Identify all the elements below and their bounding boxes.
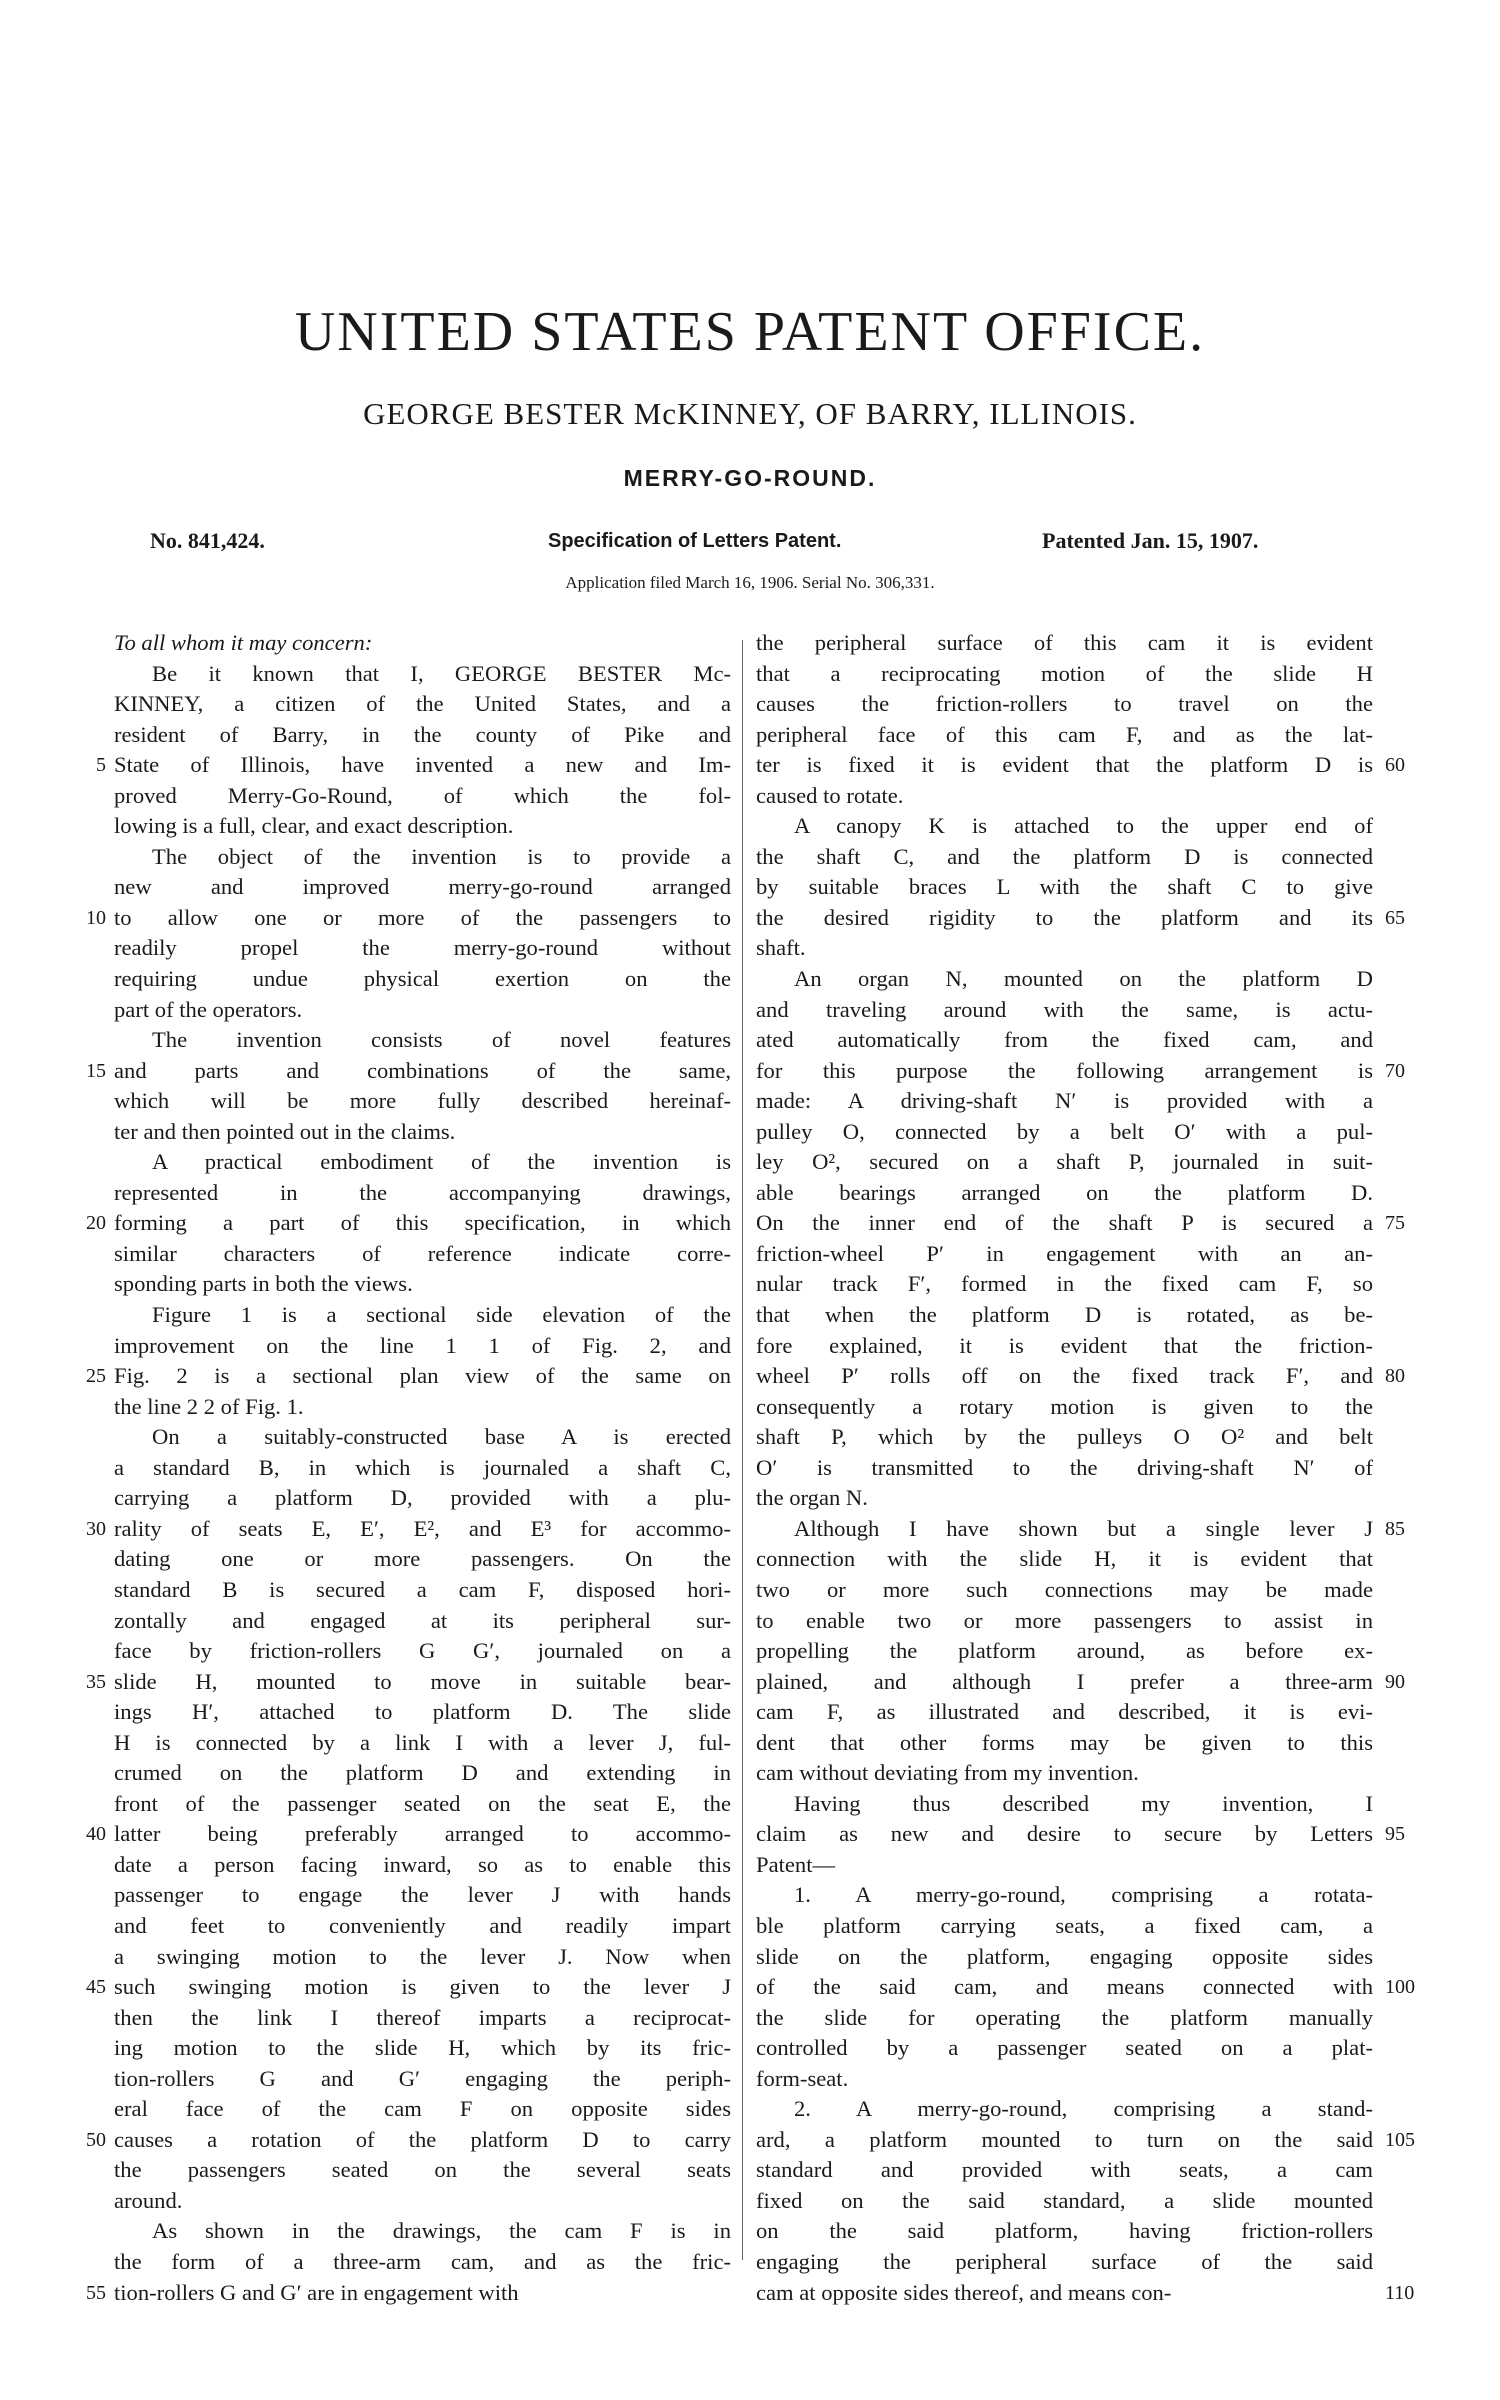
left-text-line: and feet to conveniently and readily impart <box>114 1912 731 1938</box>
right-text-line: for this purpose the following arrangement is <box>756 1057 1373 1083</box>
right-text-line: fixed on the said standard, a slide mounted <box>756 2187 1373 2213</box>
left-text-line: causes a rotation of the platform D to carry <box>114 2126 731 2152</box>
left-text-line: proved Merry-Go-Round, of which the fol- <box>114 782 731 808</box>
inventor-line: GEORGE BESTER McKINNEY, OF BARRY, ILLINOIS. <box>363 396 1137 431</box>
left-text-line: dating one or more passengers. On the <box>114 1546 731 1572</box>
right-text-line: the peripheral surface of this cam it is evident <box>756 630 1373 655</box>
line-number: 5 <box>96 754 106 777</box>
line-number: 30 <box>86 1517 106 1540</box>
left-text-line: slide H, mounted to move in suitable bear- <box>114 1668 731 1694</box>
left-text-line: State of Illinois, have invented a new and Im- <box>114 752 731 778</box>
right-text-line: cam without deviating from my invention. <box>756 1760 1139 1786</box>
right-text-line: slide on the platform, engaging opposite sides <box>756 1943 1373 1969</box>
left-text-line: similar characters of reference indicate corre- <box>114 1240 731 1266</box>
left-text-line: such swinging motion is given to the lever J <box>114 1974 731 2000</box>
left-text-line: forming a part of this specification, in which <box>114 1210 731 1236</box>
left-text-line: sponding parts in both the views. <box>114 1271 413 1297</box>
left-text-line: date a person facing inward, so as to enable this <box>114 1851 731 1877</box>
left-text-line: Figure 1 is a sectional side elevation of the <box>152 1302 731 1328</box>
left-text-line: eral face of the cam F on opposite sides <box>114 2096 731 2122</box>
left-text-line: tion-rollers G and G′ engaging the periph- <box>114 2065 731 2091</box>
specification-label: Specification of Letters Patent. <box>548 530 842 552</box>
right-text-line: shaft. <box>756 935 806 961</box>
line-number: 35 <box>86 1670 106 1693</box>
line-number: 55 <box>86 2281 106 2304</box>
line-number: 105 <box>1385 2128 1415 2151</box>
left-column <box>114 628 731 2308</box>
right-text-line: Having thus described my invention, I <box>794 1790 1373 1816</box>
left-text-line: and parts and combinations of the same, <box>114 1057 731 1083</box>
left-text-line: requiring undue physical exertion on the <box>114 966 731 992</box>
left-text-line: rality of seats E, E′, E², and E³ for accommo- <box>114 1515 731 1541</box>
right-text-line: An organ N, mounted on the platform D <box>794 966 1373 992</box>
line-number: 15 <box>86 1059 106 1082</box>
left-text-line: latter being preferably arranged to accommo- <box>114 1821 731 1847</box>
right-text-line: to enable two or more passengers to assist in <box>756 1607 1373 1633</box>
right-text-line: claim as new and desire to secure by Letters <box>756 1821 1373 1847</box>
left-text-line: then the link I thereof imparts a reciprocat- <box>114 2004 731 2030</box>
left-text-line: carrying a platform D, provided with a plu- <box>114 1485 731 1511</box>
right-text-line: 2. A merry-go-round, comprising a stand- <box>794 2096 1373 2122</box>
right-text-line: consequently a rotary motion is given to the <box>756 1393 1373 1419</box>
patent-number: No. 841,424. <box>150 528 265 553</box>
right-text-line: Although I have shown but a single lever J <box>794 1515 1373 1541</box>
line-number: 85 <box>1385 1517 1405 1540</box>
left-text-line: new and improved merry-go-round arranged <box>114 874 731 900</box>
left-text-line: A practical embodiment of the invention is <box>152 1149 731 1175</box>
right-text-line: ble platform carrying seats, a fixed cam, a <box>756 1912 1373 1938</box>
right-text-line: Patent— <box>756 1851 836 1877</box>
left-text-line: Fig. 2 is a sectional plan view of the same on <box>114 1363 731 1389</box>
right-text-line: propelling the platform around, as before ex- <box>756 1638 1373 1664</box>
office-title: UNITED STATES PATENT OFFICE. <box>294 301 1206 363</box>
right-text-line: friction-wheel P′ in engagement with an an- <box>756 1240 1373 1266</box>
left-text-line: Be it known that I, GEORGE BESTER Mc- <box>152 660 731 686</box>
left-text-line: H is connected by a link I with a lever J, ful- <box>114 1729 731 1755</box>
right-text-line: able bearings arranged on the platform D. <box>756 1179 1373 1205</box>
line-number: 95 <box>1385 1823 1405 1846</box>
left-text-line: represented in the accompanying drawings, <box>114 1179 731 1205</box>
left-text-line: readily propel the merry-go-round without <box>114 935 731 961</box>
left-text-line: lowing is a full, clear, and exact description. <box>114 813 514 839</box>
left-text-line: which will be more fully described hereinaf- <box>114 1088 731 1114</box>
right-text-line: the shaft C, and the platform D is connected <box>756 843 1373 869</box>
application-line: Application filed March 16, 1906. Serial No. 306,331. <box>565 573 935 592</box>
left-text-line: a swinging motion to the lever J. Now when <box>114 1943 731 1969</box>
right-text-line: made: A driving-shaft N′ is provided with a <box>756 1088 1373 1114</box>
right-text-line: on the said platform, having friction-rollers <box>756 2218 1373 2244</box>
right-text-line: fore explained, it is evident that the friction- <box>756 1332 1373 1358</box>
right-text-line: ter is fixed it is evident that the platform D is <box>756 752 1373 778</box>
right-text-line: ated automatically from the fixed cam, and <box>756 1027 1373 1053</box>
left-text-line: On a suitably-constructed base A is erected <box>152 1424 731 1450</box>
left-text-line: front of the passenger seated on the seat E, the <box>114 1790 731 1816</box>
line-number: 100 <box>1385 1976 1415 1999</box>
line-number: 75 <box>1385 1212 1405 1235</box>
left-text-line: the passengers seated on the several seats <box>114 2157 731 2183</box>
line-number: 40 <box>86 1823 106 1846</box>
right-text-line: caused to rotate. <box>756 782 904 808</box>
patented-date: Patented Jan. 15, 1907. <box>1042 528 1259 553</box>
line-number: 70 <box>1385 1059 1405 1082</box>
line-number: 65 <box>1385 906 1405 929</box>
right-text-line: nular track F′, formed in the fixed cam F, so <box>756 1271 1373 1297</box>
right-text-line: wheel P′ rolls off on the fixed track F′, and <box>756 1363 1373 1389</box>
left-text-line: resident of Barry, in the county of Pike and <box>114 721 731 747</box>
right-text-line: ard, a platform mounted to turn on the said <box>756 2126 1373 2152</box>
left-text-line: KINNEY, a citizen of the United States, and a <box>114 691 731 717</box>
line-number: 80 <box>1385 1365 1405 1388</box>
left-text-line: the line 2 2 of Fig. 1. <box>114 1393 304 1419</box>
right-text-line: two or more such connections may be made <box>756 1576 1373 1602</box>
left-text-line: around. <box>114 2187 183 2213</box>
right-text-line: the desired rigidity to the platform and its <box>756 904 1373 930</box>
right-text-line: shaft P, which by the pulleys O O² and belt <box>756 1424 1373 1450</box>
right-text-line: controlled by a passenger seated on a plat- <box>756 2035 1373 2061</box>
right-column <box>756 628 1373 2308</box>
right-line-numbers <box>1385 628 1435 2348</box>
right-text-line: 1. A merry-go-round, comprising a rotata- <box>794 1882 1373 1908</box>
right-text-line: peripheral face of this cam F, and as the lat- <box>756 721 1373 747</box>
right-text-line: A canopy K is attached to the upper end of <box>794 813 1373 839</box>
left-text-line: standard B is secured a cam F, disposed hori- <box>114 1576 731 1602</box>
line-number: 90 <box>1385 1670 1405 1693</box>
right-text-line: that a reciprocating motion of the slide H <box>756 660 1373 686</box>
left-text-line: zontally and engaged at its peripheral sur- <box>114 1607 731 1633</box>
right-text-line: ley O², secured on a shaft P, journaled in suit- <box>756 1149 1373 1175</box>
right-text-line: pulley O, connected by a belt O′ with a pul- <box>756 1118 1373 1144</box>
left-text-line: the form of a three-arm cam, and as the fric- <box>114 2248 731 2274</box>
line-number: 10 <box>86 906 106 929</box>
line-number: 20 <box>86 1212 106 1235</box>
left-text-line: passenger to engage the lever J with hands <box>114 1882 731 1908</box>
left-text-line: The invention consists of novel features <box>152 1027 731 1053</box>
left-text-line: As shown in the drawings, the cam F is in <box>152 2218 731 2244</box>
line-number: 50 <box>86 2128 106 2151</box>
left-text-line: face by friction-rollers G G′, journaled on a <box>114 1638 731 1664</box>
right-text-line: cam F, as illustrated and described, it is evi- <box>756 1699 1373 1725</box>
left-text-line: ing motion to the slide H, which by its fric- <box>114 2035 731 2061</box>
right-text-line: and traveling around with the same, is actu- <box>756 996 1373 1022</box>
right-text-line: the slide for operating the platform manually <box>756 2004 1373 2030</box>
column-divider <box>742 640 743 2260</box>
invention-title: MERRY-GO-ROUND. <box>623 465 877 491</box>
right-text-line: form-seat. <box>756 2065 849 2091</box>
right-text-line: that when the platform D is rotated, as be- <box>756 1302 1373 1328</box>
left-text-line: improvement on the line 1 1 of Fig. 2, and <box>114 1332 731 1358</box>
left-text-line: a standard B, in which is journaled a shaft C, <box>114 1454 731 1480</box>
right-text-line: connection with the slide H, it is evident that <box>756 1546 1373 1572</box>
right-text-line: causes the friction-rollers to travel on the <box>756 691 1373 717</box>
right-text-line: by suitable braces L with the shaft C to give <box>756 874 1373 900</box>
right-text-line: engaging the peripheral surface of the said <box>756 2248 1373 2274</box>
line-number: 110 <box>1385 2281 1415 2304</box>
line-number: 25 <box>86 1365 106 1388</box>
left-text-line: part of the operators. <box>114 996 303 1022</box>
left-text-line: to allow one or more of the passengers to <box>114 904 731 930</box>
left-text-line: tion-rollers G and G′ are in engagement with <box>114 2279 519 2305</box>
line-number: 45 <box>86 1976 106 1999</box>
line-number: 60 <box>1385 754 1405 777</box>
right-text-line: O′ is transmitted to the driving-shaft N′ of <box>756 1454 1373 1480</box>
right-text-line: dent that other forms may be given to this <box>756 1729 1373 1755</box>
right-text-line: On the inner end of the shaft P is secured a <box>756 1210 1373 1236</box>
left-text-line: To all whom it may concern: <box>114 630 373 655</box>
left-text-line: crumed on the platform D and extending in <box>114 1760 731 1786</box>
right-text-line: standard and provided with seats, a cam <box>756 2157 1373 2183</box>
right-text-line: cam at opposite sides thereof, and means con- <box>756 2279 1172 2305</box>
left-text-line: The object of the invention is to provide a <box>152 843 731 869</box>
right-text-line: the organ N. <box>756 1485 868 1511</box>
left-line-numbers <box>56 628 106 2348</box>
right-text-line: of the said cam, and means connected with <box>756 1974 1373 2000</box>
right-text-line: plained, and although I prefer a three-arm <box>756 1668 1373 1694</box>
left-text-line: ter and then pointed out in the claims. <box>114 1118 456 1144</box>
left-text-line: ings H′, attached to platform D. The slide <box>114 1699 731 1725</box>
